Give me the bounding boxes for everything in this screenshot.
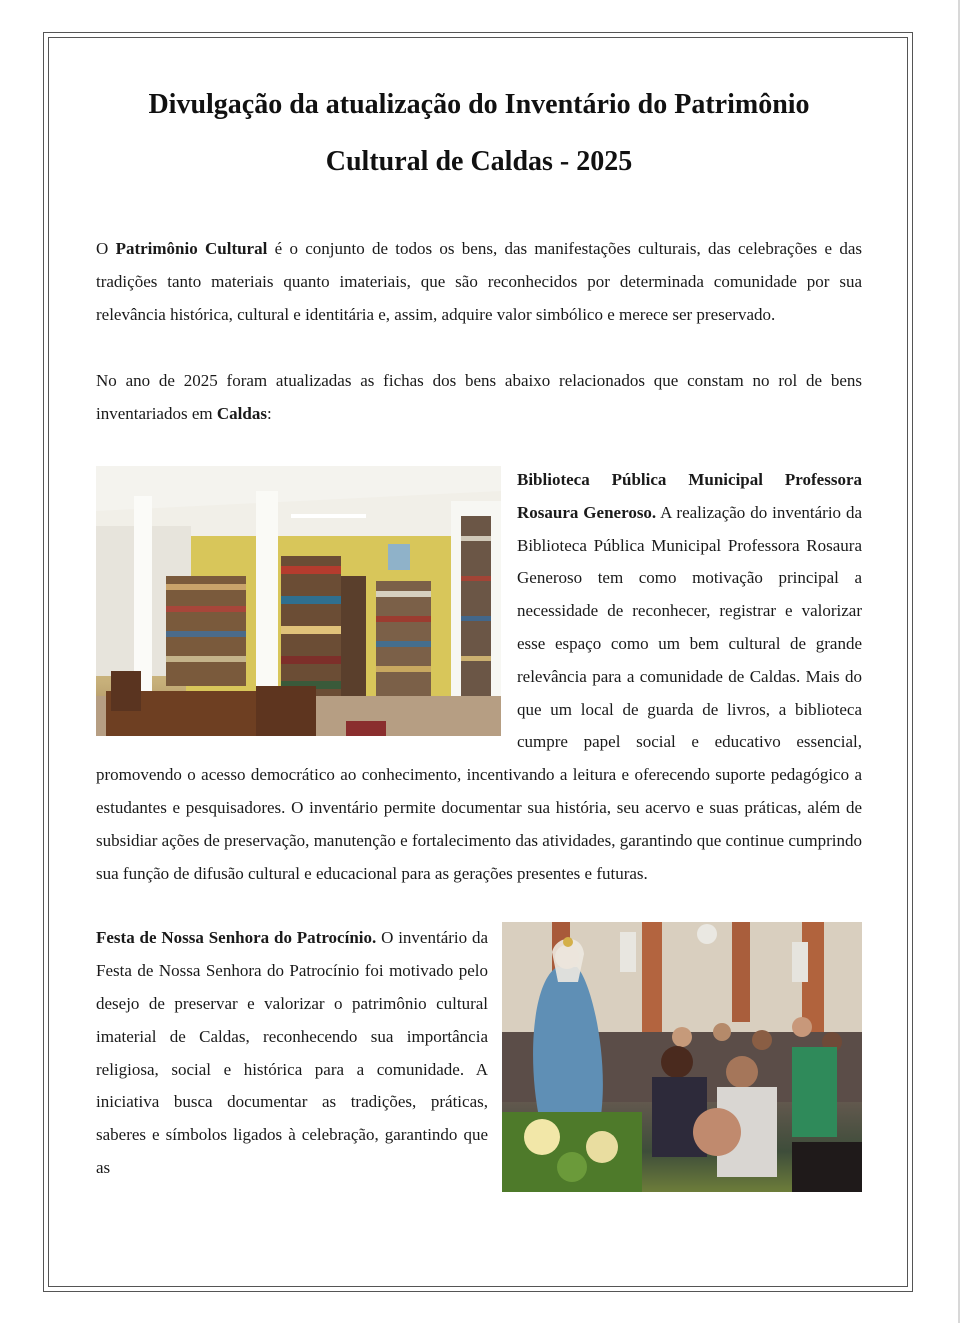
list-intro-bold: Caldas bbox=[216, 404, 267, 423]
document-title: Divulgação da atualização do Inventário do Patrimônio Cultural de Caldas - 2025 bbox=[148, 89, 810, 177]
intro-prefix: O bbox=[96, 239, 116, 258]
intro-bold-term: Patrimônio Cultural bbox=[115, 239, 268, 258]
library-photo bbox=[96, 466, 501, 736]
festival-heading: Festa de Nossa Senhora do Patrocínio. bbox=[96, 928, 377, 948]
festival-text: O inventário da Festa de Nossa Senhora do Patrocínio foi motivado pelo desejo de preservar e valorizar o patrimônio cultural imaterial de Caldas, reconhecendo sua importância religiosa, social e histórica para a comunidade. A iniciativa busca documentar as tradições, práticas, saberes e símbolos ligados à celebração, garantindo que as bbox=[96, 928, 488, 1177]
festival-section bbox=[96, 922, 862, 1184]
intro-text: é o conjunto de todos os bens, das manifestações culturais, das celebrações e das tradições tanto materiais quanto imateriais, que são reconhecidos por determinada comunidade por sua relevância histórica, cultural e identitária e, assim, adquire valor simbólico e merece ser preservado. bbox=[96, 239, 863, 324]
list-intro-suffix: : bbox=[266, 404, 272, 423]
document-body bbox=[96, 76, 862, 1200]
library-text: A realização do inventário da Biblioteca Pública Municipal Professora Rosaura Generoso tem como motivação principal a necessidade de reconhecer, registrar e valorizar esse espaço como um bem cultural de grande relevância para a comunidade de Caldas. Mais do que um local de guarda de livros, a biblioteca cumpre papel social e educativo essencial, promovendo o acesso democrático ao conhecimento, incentivando a leitura e oferecendo suporte pedagógico a estudantes e pesquisadores. O inventário permite documentar sua história, seu acervo e suas práticas, além de subsidiar ações de preservação, manutenção e fortalecimento das atividades, garantindo que continue cumprindo sua função de difusão cultural e educacional para as gerações presentes e futuras. bbox=[96, 502, 863, 883]
intro-paragraph bbox=[96, 232, 862, 331]
library-heading: Biblioteca Pública Municipal Professora Rosaura Generoso. bbox=[517, 470, 862, 522]
festival-photo bbox=[502, 922, 862, 1192]
list-intro-text: No ano de 2025 foram atualizadas as fichas dos bens abaixo relacionados que constam no rol de bens inventariados em bbox=[96, 371, 862, 423]
list-intro-paragraph bbox=[96, 364, 862, 430]
library-section bbox=[96, 464, 862, 890]
